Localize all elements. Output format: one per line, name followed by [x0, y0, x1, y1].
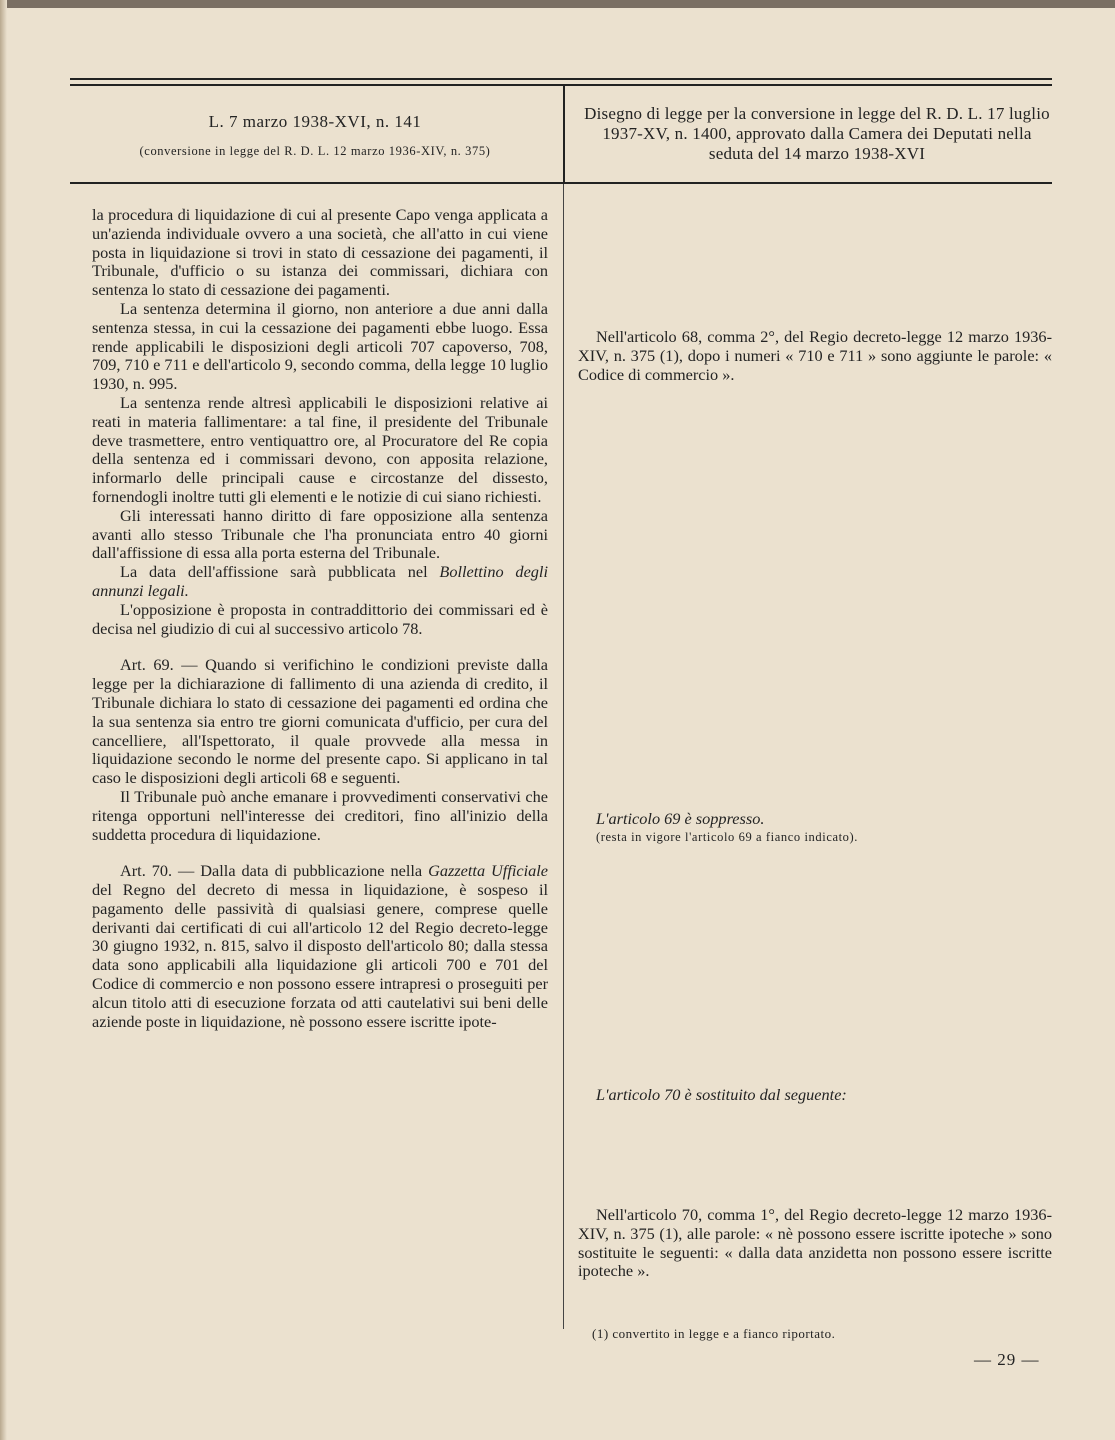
article-69-heading: L'articolo 69 è soppresso. [596, 809, 765, 828]
paragraph: Il Tribunale può anche emanare i provvedimenti conservativi che ritenga opportuni nell'interesse dei creditori, fino all'inizio della suddetta procedura di liquidazione. [92, 786, 548, 844]
paragraph-text: Art. 70. — Dalla data di pubblicazione nella [120, 861, 429, 881]
right-article-70-block [578, 1206, 1052, 1281]
article-69-paragraph: Art. 69. — Quando si verifichino le condizioni previste dalla legge per la dichiarazione di fallimento di una azienda di credito, il Tribunale dichiara lo stato di cessazione dei pagamenti ed ordina che la sua sentenza sia entro tre giorni comunicata d'ufficio, per cura del cancelliere, all'Ispettorato, il quale provvede alla messa in liquidazione secondo le norme del presente capo. Si applicano in tal caso le disposizioni degli articoli 68 e seguenti. [92, 655, 548, 788]
paragraph-text: del Regno del decreto di messa in liquidazione, è sospeso il pagamento delle passività di qualsiasi genere, comprese quelle derivanti dai certificati di cui all'articolo 12 del Regio decreto-legge 30 giugno 1932, n. 815, salvo il disposto dell'articolo 80; dalla stessa data sono applicabili alla liquidazione gli articoli 700 e 701 del Codice di commercio e non possono essere intrapresi o proseguiti per alcun titolo atti di esecuzione forzata od atti cautelativi sui beni delle aziende poste in liquidazione, nè possono essere iscritte ipote- [92, 880, 548, 1031]
article-70-heading: L'articolo 70 è sostituito dal seguente: [596, 1085, 847, 1104]
left-header-subtitle: (conversione in legge del R. D. L. 12 marzo 1936-XIV, n. 375) [139, 144, 491, 158]
paragraph: La sentenza determina il giorno, non anteriore a due anni dalla sentenza stessa, in cui la cessazione dei pagamenti ebbe luogo. Essa rende applicabili le disposizioni degli articoli 707 capoverso, 708, 709, 710 e 711 e dell'articolo 9, secondo comma, della legge 10 luglio 1930, n. 995. [92, 298, 548, 394]
right-column-header: Disegno di legge per la conversione in legge del R. D. L. 17 luglio 1937-XV, n. 1400, approvato dalla Camera dei Deputati nella seduta del 14 marzo 1938-XVI [584, 104, 1050, 163]
paragraph-text: La data dell'affissione sarà pubblicata nel [120, 562, 440, 582]
body-column-divider [563, 184, 564, 1329]
header-column-divider [563, 86, 565, 182]
top-rule-double [70, 84, 1052, 86]
left-column-text [92, 206, 548, 1031]
paragraph: Gli interessati hanno diritto di fare opposizione alla sentenza avanti allo stesso Tribunale che l'ha pronunciata entro 40 giorni dall'affissione di essa alla porta esterna del Tribunale. [92, 505, 548, 563]
paragraph: L'opposizione è proposta in contraddittorio dei commissari ed è decisa nel giudizio di cui al successivo articolo 78. [92, 599, 548, 638]
gazette-title: Gazzetta Ufficiale [428, 861, 549, 881]
paragraph: La sentenza rende altresì applicabili le disposizioni relative ai reati in materia fallimentare: a tal fine, il presidente del Tribunale deve trasmettere, entro ventiquattro ore, al Procuratore del Re copia della sentenza ed i commissari devono, con apposita relazione, informarlo delle principali cause e circostanze del dissesto, fornendogli inoltre tutti gli elementi e le notizie di cui siano richiesti. [92, 392, 548, 506]
footnote: (1) convertito in legge e a fianco riportato. [592, 1326, 836, 1341]
left-column-header [70, 112, 560, 159]
right-article-68-block [578, 328, 1052, 384]
article-69-note: (resta in vigore l'articolo 69 a fianco indicato). [596, 829, 859, 844]
bulletin-title: Bollettino degli annunzi legali. [92, 562, 548, 600]
article-68-amendment: Nell'articolo 68, comma 2°, del Regio decreto-legge 12 marzo 1936-XIV, n. 375 (1), dopo i numeri « 710 e 711 » sono aggiunte le parole: « Codice di commercio ». [578, 327, 1052, 384]
top-rule [70, 78, 1052, 80]
page-number: — 29 — [974, 1350, 1040, 1369]
right-article-69-block [578, 810, 1052, 845]
left-header-title: L. 7 marzo 1938-XVI, n. 141 [208, 112, 422, 131]
right-article-70-heading-block [578, 1086, 1052, 1105]
article-70-paragraph [92, 862, 548, 1031]
scan-left-edge [0, 0, 7, 1440]
header-bottom-rule [70, 182, 1052, 184]
article-70-amendment: Nell'articolo 70, comma 1°, del Regio decreto-legge 12 marzo 1936-XIV, n. 375 (1), alle parole: « nè possono essere iscritte ipoteche » sono sostituite le seguenti: « dalla data anzidetta non possono essere iscritte ipoteche ». [578, 1205, 1052, 1281]
paragraph: la procedura di liquidazione di cui al presente Capo venga applicata a un'azienda individuale ovvero a una società, che all'atto in cui viene posta in liquidazione si trovi in stato di cessazione dei pagamenti, il Tribunale, d'ufficio o su istanza dei commissari, dichiara con sentenza lo stato di cessazione dei pagamenti. [92, 205, 548, 300]
paragraph [92, 563, 548, 601]
scan-top-edge [0, 0, 1115, 8]
